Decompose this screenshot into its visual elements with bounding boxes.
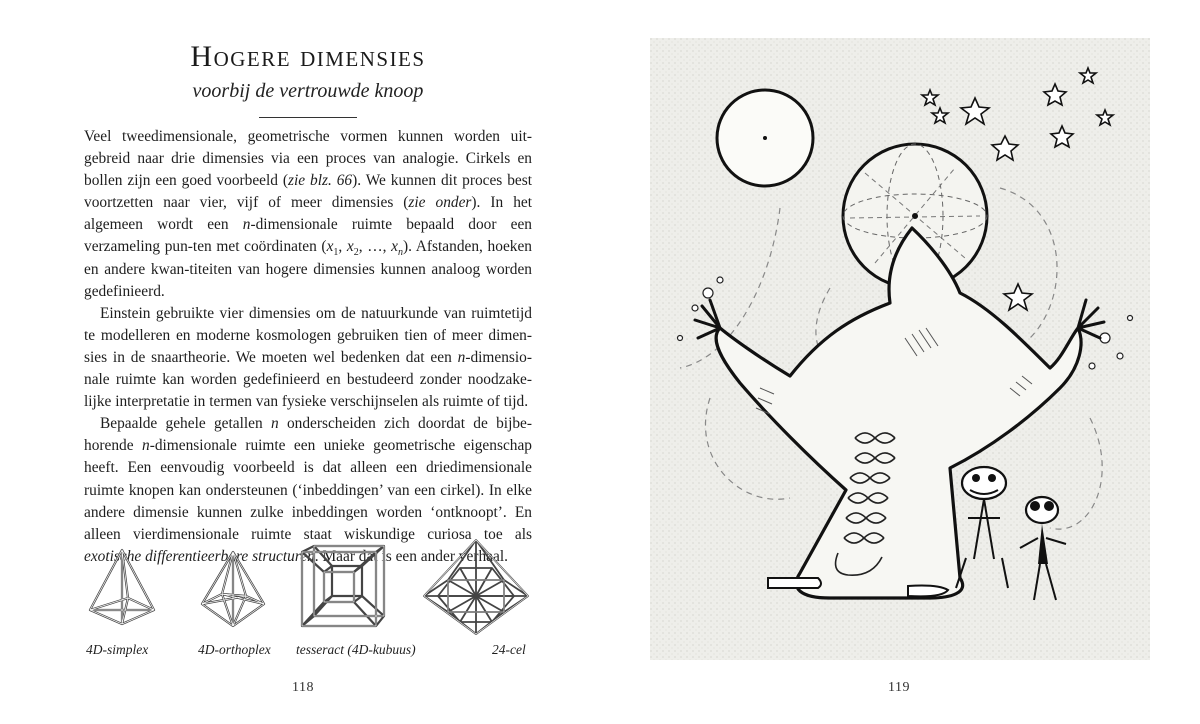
simplex-figure	[82, 538, 162, 638]
figure-caption: 4D-simplex	[86, 642, 149, 657]
math-variable: n	[142, 437, 150, 455]
text-run: Bepaalde gehele getallen	[100, 415, 271, 433]
simplex-drawing	[82, 538, 162, 638]
text-run: ,	[338, 238, 347, 256]
text-run: ). We kunnen dit proces best voortzetten naar vier, vijf of meer dimensies (	[84, 172, 532, 212]
figure-caption: 24-cel	[492, 642, 526, 657]
text-run: , …,	[358, 238, 392, 256]
tesseract-drawing	[294, 538, 392, 638]
see-below-reference: zie onder	[408, 194, 472, 212]
text-run: Veel tweedimensionale, geometrische vormen kunnen worden uit-gebreid naar drie dimensies via een proces van analogie. Cirkels en bollen zijn een goed voorbeeld (	[84, 128, 532, 190]
wizard-illustration	[650, 38, 1150, 660]
circle-drawing	[717, 90, 813, 186]
text-run: -dimensionale ruimte bepaald door een verzameling pun-ten met coördinaten (	[84, 216, 532, 256]
text-run: -dimensionale ruimte een unieke geometrische eigenschap heeft. Een eenvoudig voorbeeld is dat alleen een driedimensionale ruimte knopen kan ondersteunen (‘inbeddingen’ van een cirkel). In elke andere dimensie kunnen zulke inbeddingen worden ‘ontknoopt’. En alleen vierdimensionale ruimte staat wiskundige curiosa toe als	[84, 437, 532, 543]
text-run: onderscheiden zich doordat de bijbe-horende	[84, 415, 533, 455]
paragraph-2	[84, 303, 532, 413]
math-subscript: n	[398, 247, 404, 259]
tesseract-figure	[294, 538, 392, 638]
text-run: . Maar dat is een ander verhaal.	[314, 547, 508, 565]
title-divider	[259, 117, 357, 118]
text-run: -dimensio-nale ruimte kan worden gedefinieerd en bestudeerd zonder noodzake-lijke interpretatie in termen van fysieke verschijnselen als ruimte of tijd.	[84, 348, 532, 411]
page-subtitle: voorbij de vertrouwde knoop	[192, 80, 424, 102]
math-subscript: 1	[333, 247, 339, 259]
math-subscript: 2	[353, 247, 359, 259]
math-variable: n	[242, 216, 251, 234]
orthoplex-figure	[192, 538, 274, 638]
wizard-drawing	[650, 38, 1150, 660]
math-variable: n	[270, 415, 279, 433]
math-variable: x	[346, 238, 354, 256]
text-run: Einstein gebruikte vier dimensies om de natuurkunde van ruimtetijd te modelleren en moderne kosmologen gebruiken tien of meer dimen-sies in de snaartheorie. We moeten wel bedenken dat een	[84, 304, 532, 366]
orthoplex-drawing	[192, 538, 274, 638]
emphasis: exotische differentieerbare structuren	[84, 547, 315, 565]
page-reference: zie blz. 66	[288, 172, 353, 190]
page-number: 118	[292, 680, 314, 695]
math-variable: x	[326, 238, 334, 256]
24-cell-drawing	[420, 538, 532, 642]
math-variable: n	[457, 348, 466, 366]
24-cell-figure	[420, 538, 532, 642]
math-variable: x	[391, 238, 399, 256]
figure-caption: 4D-orthoplex	[198, 642, 271, 657]
page-title: Hogere dimensies	[190, 40, 426, 73]
polytope-figures	[80, 538, 540, 668]
text-run: ). Afstanden, hoeken en andere kwan-titeiten van hogere dimensies kunnen analoog worden gedefinieerd.	[84, 238, 532, 300]
figure-caption: tesseract (4D-kubuus)	[296, 642, 416, 657]
text-run: ). In het algemeen wordt een	[84, 194, 532, 234]
paragraph-1	[84, 126, 532, 303]
body-text	[84, 126, 532, 568]
page-number: 119	[888, 680, 910, 695]
